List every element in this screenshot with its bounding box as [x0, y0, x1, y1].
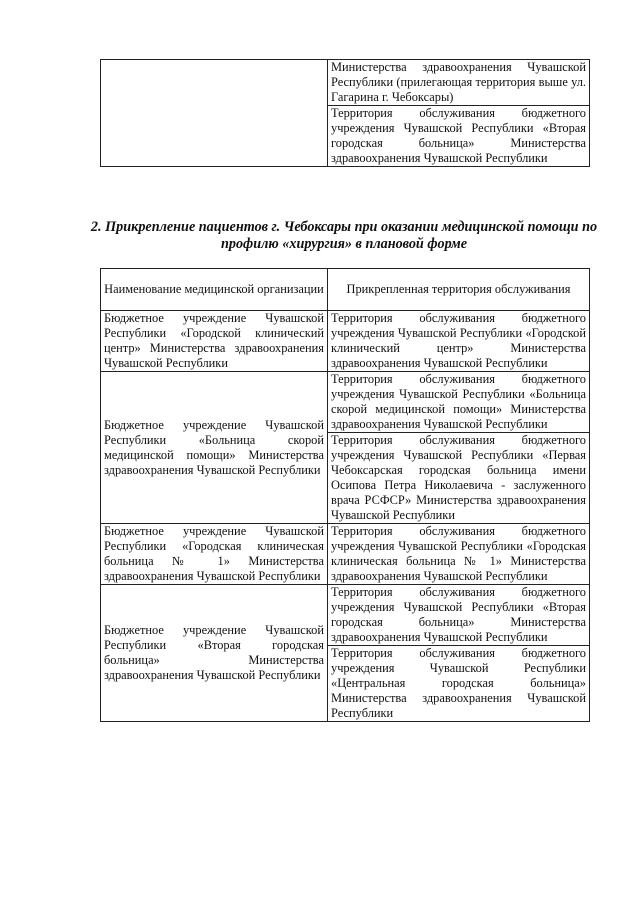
table-row: [101, 524, 590, 585]
org-cell: Бюджетное учреждение Чувашской Республики «Больница скорой медицинской помощи» Министерства здравоохранения Чувашской Республики: [101, 372, 328, 524]
territory-cell: Территория обслуживания бюджетного учреждения Чувашской Республики «Больница скорой медицинской помощи» Министерства здравоохранения Чувашской Республики: [328, 372, 590, 433]
continuation-table: [100, 59, 590, 167]
org-cell: Бюджетное учреждение Чувашской Республики «Городская клиническая больница № 1» Министерства здравоохранения Чувашской Республики: [101, 524, 328, 585]
header-org: Наименование медицинской организации: [101, 269, 328, 311]
table-row: [101, 585, 590, 646]
header-territory: Прикрепленная территория обслуживания: [328, 269, 590, 311]
attachment-table: [100, 268, 590, 722]
territory-cell: Территория обслуживания бюджетного учреждения Чувашской Республики «Городской клинический центр» Министерства здравоохранения Чувашской Республики: [328, 311, 590, 372]
header-row: [101, 269, 590, 311]
section-title: 2. Прикрепление пациентов г. Чебоксары при оказании медицинской помощи по профилю «хирургия» в плановой форме: [90, 219, 598, 252]
territory-cell: Территория обслуживания бюджетного учреждения Чувашской Республики «Городская клиническая больница № 1» Министерства здравоохранения Чувашской Республики: [328, 524, 590, 585]
territory-cell: Министерства здравоохранения Чувашской Республики (прилегающая территория выше ул. Гагарина г. Чебоксары): [328, 60, 590, 106]
table-row: [101, 60, 590, 106]
table-row: [101, 372, 590, 433]
territory-cell: Территория обслуживания бюджетного учреждения Чувашской Республики «Центральная городская больница» Министерства здравоохранения Чувашской Республики: [328, 646, 590, 722]
territory-cell: Территория обслуживания бюджетного учреждения Чувашской Республики «Вторая городская больница» Министерства здравоохранения Чувашской Республики: [328, 106, 590, 167]
org-cell: Бюджетное учреждение Чувашской Республики «Городской клинический центр» Министерства здравоохранения Чувашской Республики: [101, 311, 328, 372]
org-cell: Бюджетное учреждение Чувашской Республики «Вторая городская больница» Министерства здравоохранения Чувашской Республики: [101, 585, 328, 722]
table-row: [101, 311, 590, 372]
territory-cell: Территория обслуживания бюджетного учреждения Чувашской Республики «Первая Чебоксарская городская больница имени Осипова Петра Николаевича - заслуженного врача РСФСР» Министерства здравоохранения Чувашской Республики: [328, 433, 590, 524]
territory-cell: Территория обслуживания бюджетного учреждения Чувашской Республики «Вторая городская больница» Министерства здравоохранения Чувашской Республики: [328, 585, 590, 646]
org-cell: [101, 60, 328, 167]
